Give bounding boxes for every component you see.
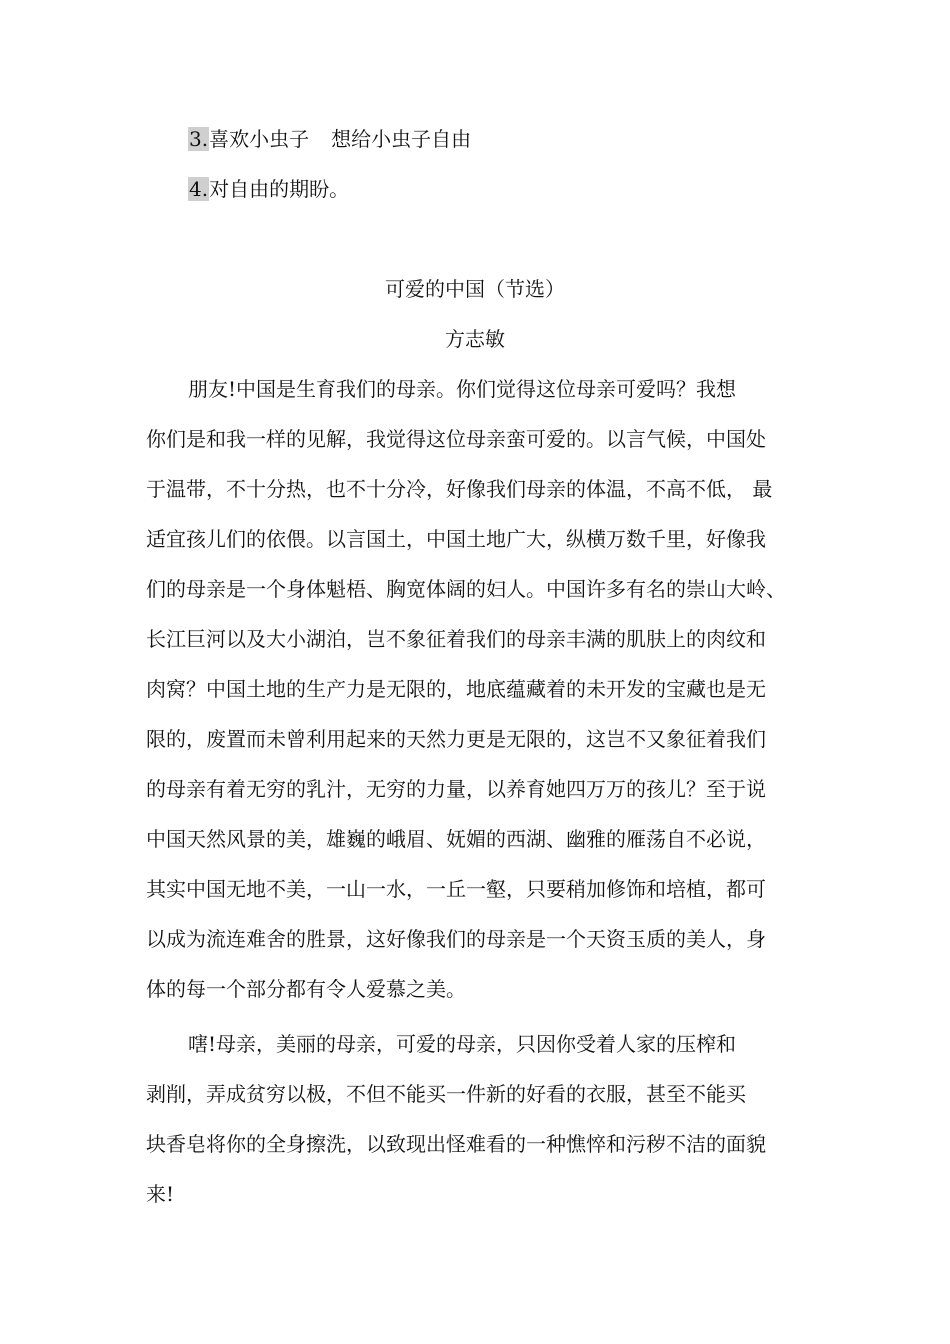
answer-number: 4. <box>189 177 209 201</box>
text-line: 嗐!母亲，美丽的母亲，可爱的母亲，只因你受着人家的压榨和 <box>188 1032 737 1056</box>
answer-text: 对自由的期盼。 <box>209 177 350 201</box>
answer-text: 想给小虫子自由 <box>331 127 472 151</box>
answer-text: 喜欢小虫子 <box>209 127 310 151</box>
text-line: 你们是和我一样的见解，我觉得这位母亲蛮可爱的。以言气候，中国处 <box>146 427 766 451</box>
answer-item-3 <box>188 125 471 153</box>
text-line: 的母亲有着无穷的乳汁，无穷的力量，以养育她四万万的孩儿？至于说 <box>146 777 766 801</box>
text-line: 剥削，弄成贫穷以极，不但不能买一件新的好看的衣服，甚至不能买 <box>146 1082 746 1106</box>
text-line: 长江巨河以及大小湖泊，岂不象征着我们的母亲丰满的肌肤上的肉纹和 <box>146 627 766 651</box>
text-line: 适宜孩儿们的依偎。以言国土，中国土地广大，纵横万数千里，好像我 <box>146 527 766 551</box>
article-title: 可爱的中国（节选） <box>385 277 565 301</box>
answer-item-4 <box>188 175 349 203</box>
text-line: 于温带，不十分热，也不十分冷，好像我们母亲的体温，不高不低， 最 <box>146 477 773 501</box>
article-author: 方志敏 <box>445 327 505 351</box>
text-line: 来! <box>146 1182 175 1206</box>
text-line: 们的母亲是一个身体魁梧、胸宽体阔的妇人。中国许多有名的崇山大岭、 <box>146 577 786 601</box>
text-line: 中国天然风景的美，雄巍的峨眉、妩媚的西湖、幽雅的雁荡自不必说， <box>146 827 766 851</box>
text-line: 块香皂将你的全身擦洗，以致现出怪难看的一种憔悴和污秽不洁的面貌 <box>146 1132 766 1156</box>
text-line: 其实中国无地不美，一山一水，一丘一壑，只要稍加修饰和培植，都可 <box>146 877 766 901</box>
answer-number: 3. <box>189 127 209 151</box>
text-line: 朋友!中国是生育我们的母亲。你们觉得这位母亲可爱吗？我想 <box>188 377 737 401</box>
text-line: 体的每一个部分都有令人爱慕之美。 <box>146 977 466 1001</box>
text-line: 肉窝？中国土地的生产力是无限的，地底蕴藏着的未开发的宝藏也是无 <box>146 677 766 701</box>
text-line: 限的，废置而未曾利用起来的天然力更是无限的，这岂不又象征着我们 <box>146 727 766 751</box>
text-line: 以成为流连难舍的胜景，这好像我们的母亲是一个天资玉质的美人，身 <box>146 927 766 951</box>
